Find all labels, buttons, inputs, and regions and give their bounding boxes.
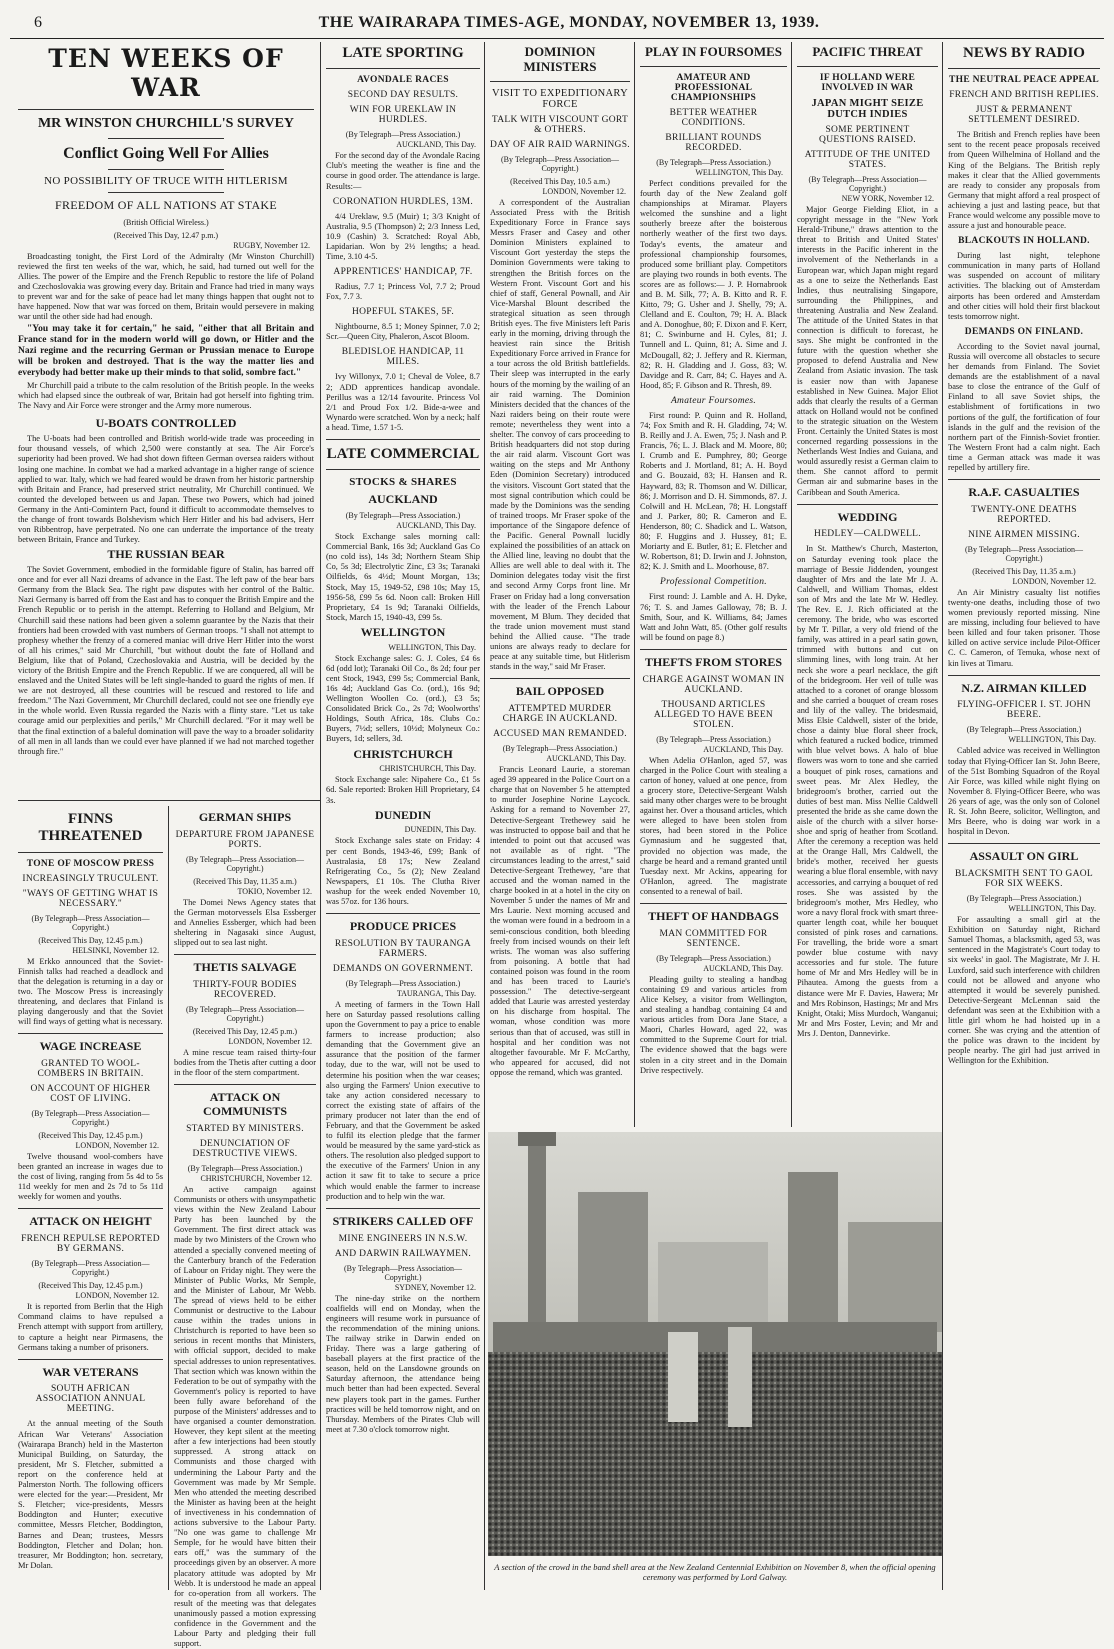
sub: WIN FOR UREKLAW IN HURDLES. bbox=[349, 105, 457, 126]
sub: ATTITUDE OF THE UNITED STATES. bbox=[804, 149, 931, 170]
sub: THE NEUTRAL PEACE APPEAL bbox=[949, 75, 1099, 86]
sub: IF HOLLAND WERE INVOLVED IN WAR bbox=[819, 72, 916, 93]
sub: THIRTY-FOUR BODIES RECOVERED. bbox=[193, 980, 297, 1001]
sub: MAN COMMITTED FOR SENTENCE. bbox=[659, 928, 768, 949]
paragraph: Mr Churchill paid a tribute to the calm resolution of the British people. In the weeks which had elapsed since the outbreak of war, Britain had got herself into fighting trim. The Navy and Air Force were stronger and the Army more numerous. bbox=[18, 381, 314, 411]
paragraph: The British and French replies have been sent to the recent peace proposals received from Queen Wilhelmina of Holland and the King of the Belgians. The British reply makes it clear that the Allied governments are ready to consider any proposals from Germany that might afford a real prospect of achieving a just and lasting peace, but that France would welcome any possible move to assure a just and honourable peace. bbox=[948, 130, 1100, 231]
sub: GRANTED TO WOOL-COMBERS IN BRITAIN. bbox=[37, 1058, 144, 1079]
received-line: (Received This Day, 10.5 a.m.) bbox=[510, 176, 610, 186]
column-7 bbox=[948, 42, 1100, 1590]
paragraph: Major George Fielding Eliot, in a copyright message in the "New York Herald-Tribune," draws attention to the threat to British and United States' interests in the Pacific inherent in the involvement of the Netherlands in a European war, which Japan might regard as a one to seize the Netherlands East Indies, thus neutralising Singapore, surrounding the Philippines, and threatening Australia and New Zealand. The attitude of the United States in that connection is difficult to forecast, he says. She might be confronted in the future with the question whether she proposed to defend Australia and New Zealand from Asiatic invasion. The task is easier now than with Japanese established in New Guinea. Major Eliot adds that clearly the results of a German attack on Holland would not be confined to the strategic situation on the Western Front. Certainly the United States is most concerned regarding possessions in the Netherlands West Indies and Guiana, and would assuredly resist a German claim to them. She cannot afford to permit German air and submarine bases in the Caribbean and South America. bbox=[797, 204, 938, 497]
headline-raf-casualties: R.A.F. CASUALTIES bbox=[968, 485, 1080, 500]
columns-grid bbox=[18, 42, 1100, 1649]
paragraph: Stock Exchange sales: G. J. Coles, £4 6s 6d (odd lot); Taranaki Oil Co., 8s 2d; four per cent Stock, 1943, £99 5s; Commercial Bank, 16s 4d; Auckland Gas Co. (ord.), 16s 9d; Wellington Woollen Co. (ord.), £3 5s; Consolidated Brick Co., 2s 7d; Woolworths' Holdings, South Africa, 18s. Clubs Co.: Buyers, 7½d; sellers, 10½d; Molyneux Co.: Buyers, 1d; sellers, 3d. bbox=[326, 653, 480, 744]
paragraph: A mine rescue team raised thirty-four bodies from the Thetis after cutting a door in the floor of the stern compartment. bbox=[174, 1048, 316, 1078]
paragraph: An active campaign against Communists or others with unsympathetic views within the New Zealand Labour Party has been launched by the Government. The first direct attack was made by two Ministers of the Crown who attended a specially convened meeting of the Canterbury branch of the Federation of Labour on Friday night. They were the Minister of Public Works, Mr Semple, and the Minister of Labour, Mr Webb. The spread of views held to be either Communist or destructive to the Labour cause within the trades unions in Christchurch is reported to have been so serious in recent months that Ministers, with official support, decided to make special addresses to union representatives. That section which was known within the Federation to be out of sympathy with the Government's policy is reported to have been fully aware beforehand of the purpose of the Ministers' addresses and to have organised a counter demonstration. However, they kept silent at the meeting after a few interjections had been stoutly suppressed. A strong attack on Communists and those charged with undermining the Labour Party and the Government was made by Mr Semple. Men who attended the meeting described the Minister as having been at the height of invectiveness in his condemnation of actions subversive to the Labour Party. "No one was game to challenge Mr Semple, for he would have bitten their ears off," was the summary of the proceedings given by an observer. A more placatory attitude was adopted by Mr Webb. It is understood he made an appeal for co-operation from all workers. The result of the meeting was that delegates unanimously passed a motion expressing confidence in the Government and the Labour Party and pledging their full support. bbox=[174, 1184, 316, 1649]
byline: (By Telegraph—Press Association.) bbox=[345, 130, 461, 140]
sub: FRENCH REPULSE REPORTED BY GERMANS. bbox=[21, 1234, 160, 1255]
headline-finns: FINNS THREATENED bbox=[38, 811, 143, 845]
sub: ACCUSED MAN REMANDED. bbox=[493, 729, 627, 740]
subhead-blackouts: BLACKOUTS IN HOLLAND. bbox=[958, 236, 1090, 247]
subhead-dunedin: DUNEDIN bbox=[374, 807, 431, 822]
headline-bail-opposed: BAIL OPPOSED bbox=[515, 684, 605, 699]
headline-thetis-salvage: THETIS SALVAGE bbox=[193, 960, 297, 975]
paragraph: During last night, telephone communication in many parts of Holland was suspended on account of military activities. The blacking out of Amsterdam airports has been ordered and Amsterdam and other cities will hold their first blackout tests tomorrow night. bbox=[948, 251, 1100, 321]
headline-wage-increase: WAGE INCREASE bbox=[39, 1039, 142, 1054]
byline: (By Telegraph—Press Association—Copyright.) bbox=[186, 854, 304, 873]
paragraph: Cabled advice was received in Wellington today that Flying-Officer Ian St. John Beere, of the 51st Bombing Squadron of the Royal Air Force, was killed while night flying on November 8. Flying-Officer Beere, who was 26 years of age, was the only son of Colonel R. St. John Beere, solicitor, Wellington, and Mrs Beere, who is doing war work in a hospital in Devon. bbox=[948, 746, 1100, 837]
sub: TONE OF MOSCOW PRESS bbox=[26, 858, 155, 869]
byline: (By Telegraph—Press Association—Copyright.) bbox=[186, 1005, 304, 1024]
paragraph: In St. Matthew's Church, Masterton, on Saturday evening took place the marriage of Bessie Jiddenden, youngest daughter of Mrs and the late Mr J. A. Caldwell, and William Thomas, eldest son of Mrs and the late Mr W. Hedley. The Rev. E. J. Rich officiated at the ceremony. The bride, who was escorted by Mr T. Pillar, a very old friend of the family, was attired in a pearl satin gown, trimmed with buttons and cut on slimming lines, with long train. At her neck she wore a pearl necklace, the gift of the bridegroom. Her veil of tulle was attached to a coronet of orange blossom and she carried a bouquet of cream roses and lily of the valley. The bridesmaid, Miss Elsie Caldwell, sister of the bride, chose a dainty blue floral sheer frock, which featured a rucked bodice, trimmed with blue velvet bows. A halo of blue flowers was worn to tone and she carried a bouquet of pink roses, carnations and sweet peas. Mr Alex Hedley, the bridegroom's brother, carried out the duties of best man. Miss Nellie Caldwell presented the bride as she came down the aisle of the church with a silver horse-shoe and sprig of heather from Scotland. After the ceremony a reception was held at the Orange Hall, Mrs Caldwell, the bride's mother, received her guests wearing a blue floral ensemble, with navy accessories, and carrying a bouquet of red roses. She was assisted by the bridegroom's mother, Mrs Hedley, who wore a navy floral frock with smart three-quarter length coat, while her bouquet consisted of pink roses and carnations. For travelling, the bride wore a smart powder blue costume with navy accessories and fur stole. The future home of Mr and Mrs Hedley will be in Pihautea. Among the guests from a distance were Mr F. Davies, Hawera; Mr and Mrs Robinson, Hastings; Mr and Mrs Knight, Otaki; Miss Murdoch, Wanganui; Mr and Mrs Foster, Levin; and Mr and Mrs J. Denton, Dannevirke. bbox=[797, 544, 938, 1038]
sub-freedom: FREEDOM OF ALL NATIONS AT STAKE bbox=[54, 197, 278, 212]
column-1-bottom bbox=[18, 808, 163, 1590]
sub: HEDLEY—CALDWELL. bbox=[814, 529, 921, 540]
sub: INCREASINGLY TRUCULENT. bbox=[22, 873, 159, 884]
dateline: LONDON, November 12. bbox=[228, 1037, 312, 1047]
sub: FLYING-OFFICER I. ST. JOHN BEERE. bbox=[957, 700, 1091, 721]
byline: (By Telegraph—Press Association—Copyright.) bbox=[808, 174, 927, 193]
headline-dominion-ministers: DOMINION MINISTERS bbox=[523, 44, 597, 74]
dateline: WELLINGTON, This Day. bbox=[1008, 735, 1096, 745]
paragraph: The Domei News Agency states that the German motorvessels Elsa Essberger and Annelies Essberger, which had been sheltering in Nagasaki since August, slipped out to sea last night. bbox=[174, 897, 316, 948]
sub: AND DARWIN RAILWAYMEN. bbox=[334, 1248, 472, 1259]
dateline: NEW YORK, November 12. bbox=[841, 193, 934, 203]
sub-no-truce: NO POSSIBILITY OF TRUCE WITH HITLERISM bbox=[44, 174, 288, 187]
sub: BETTER WEATHER CONDITIONS. bbox=[669, 107, 758, 128]
race-title: BLEDISLOE HANDICAP, 11 MILES. bbox=[341, 347, 465, 368]
dateline: TAURANGA, This Day. bbox=[396, 988, 476, 998]
sub: NINE AIRMEN MISSING. bbox=[968, 529, 1080, 540]
exhibition-crowd-photo bbox=[488, 1132, 942, 1556]
byline: (By Telegraph—Press Association.) bbox=[345, 978, 461, 988]
dateline: LONDON, November 12. bbox=[1012, 576, 1096, 586]
sub: TWENTY-ONE DEATHS REPORTED. bbox=[971, 504, 1077, 525]
byline: (By Telegraph—Press Association.) bbox=[656, 157, 771, 167]
dateline: TOKIO, November 12. bbox=[237, 886, 312, 896]
dateline: AUCKLAND, This Day. bbox=[396, 140, 476, 150]
paragraph: At the annual meeting of the South African War Veterans' Association (Wairarapa Branch) held in the Masterton Municipal Building, on Saturday, the president, Mr S. Fletcher, submitted a report on the conference held at Palmerston North. The following officers were elected for the year:—President, Mr S. Fletcher; vice-presidents, Messrs Boddington and Hunter; executive committee, Messrs Fletcher, Boddington, Barnes and Dean; trustees, Messrs Boddington, Fletcher and Dolan; hon. treasurer, Mr Boddington; hon. secretary, Mr Dolan. bbox=[18, 1419, 163, 1570]
page-number: 6 bbox=[34, 14, 43, 31]
byline: (By Telegraph—Press Association.) bbox=[966, 894, 1082, 904]
subhead-christchurch: CHRISTCHURCH bbox=[353, 746, 453, 761]
byline: (By Telegraph—Press Association—Copyright.) bbox=[501, 154, 619, 173]
dateline: WELLINGTON, This Day. bbox=[388, 642, 476, 652]
sub: DENUNCIATION OF DESTRUCTIVE VIEWS. bbox=[192, 1138, 298, 1159]
byline: (By Telegraph—Press Association—Copyright.) bbox=[344, 1263, 462, 1282]
paragraph: First round: J. Lamble and A. H. Dyke, 76; T. S. and James Galloway, 78; B. J. Smith, Sour, and K. Williams, 84; James Watt and John Watt, 85. (Other golf results will be found on page 8.) bbox=[640, 592, 787, 642]
dateline: RUGBY, November 12. bbox=[233, 240, 310, 250]
column-4 bbox=[490, 42, 630, 1124]
received-line: (Received This Day, 11.35 a.m.) bbox=[972, 566, 1076, 576]
headline-nz-airman-killed: N.Z. AIRMAN KILLED bbox=[961, 680, 1087, 695]
race-title: CORONATION HURDLES, 13M. bbox=[332, 196, 474, 207]
dateline: AUCKLAND, This Day. bbox=[703, 744, 783, 754]
sub: JUST & PERMANENT SETTLEMENT DESIRED. bbox=[968, 105, 1080, 126]
headline-produce-prices: PRODUCE PRICES bbox=[349, 919, 457, 934]
headline-attack-on-communists: ATTACK ON COMMUNISTS bbox=[202, 1090, 287, 1119]
dateline: CHRISTCHURCH, November 12. bbox=[200, 1173, 312, 1183]
byline: (By Telegraph—Press Association.) bbox=[656, 953, 771, 963]
sub: FRENCH AND BRITISH REPLIES. bbox=[949, 90, 1099, 101]
paragraph: An Air Ministry casualty list notifies twenty-one deaths, including those of two women previously reported missing. Nine are missing, including four believed to have been killed and four taken prisoner. Those killed on active service include Pilot-Officer C. C. Cameron, of Temuka, whose next of kin lives at Timaru. bbox=[948, 587, 1100, 668]
byline: (By Telegraph—Press Association.) bbox=[187, 1163, 303, 1173]
paragraph: For the second day of the Avondale Racing Club's meeting the weather is fine and the course in good order. The attendance is large. Results:— bbox=[326, 151, 480, 191]
paragraph: Twelve thousand wool-combers have been granted an increase in wages due to the cost of living, ranging from 5s 4d to 5s 11d weekly for men and 2s 7d to 5s 11d weekly for women and youths. bbox=[18, 1151, 163, 1202]
headline-war-veterans: WAR VETERANS bbox=[42, 1364, 139, 1379]
subhead-amateur: Amateur Foursomes. bbox=[670, 395, 757, 406]
sub: RESOLUTION BY TAURANGA FARMERS. bbox=[334, 938, 472, 959]
sub: CHARGE AGAINST WOMAN IN AUCKLAND. bbox=[642, 674, 785, 695]
sub-churchill-survey: MR WINSTON CHURCHILL'S SURVEY bbox=[37, 115, 295, 131]
dateline: LONDON, November 12. bbox=[542, 186, 626, 196]
received-line: (Received This Day, 12.45 p.m.) bbox=[38, 935, 143, 945]
paragraph: Stock Exchange sales state on Friday: 4 per cent Bonds, 1943-46, £99; Bank of Australasia, £8 17s; New Zealand Refrigerating Co., 5s (2); New Zealand Newspapers, £1 10s. The Clutha River washup for the week ended November 10, was 57oz. for 136 hours. bbox=[326, 836, 480, 906]
sub: ATTEMPTED MURDER CHARGE IN AUCKLAND. bbox=[502, 704, 618, 725]
sub: VISIT TO EXPEDITIONARY FORCE bbox=[491, 87, 629, 110]
paragraph: Nightbourne, 8.5 1; Money Spinner, 7.0 2; Scr.—Queen City, Phaleron, Ascot Bloom. bbox=[326, 322, 480, 342]
dateline: AUCKLAND, This Day. bbox=[546, 754, 626, 764]
dateline: AUCKLAND, This Day. bbox=[396, 521, 476, 531]
subhead-auckland: AUCKLAND bbox=[368, 492, 438, 507]
sub: DEPARTURE FROM JAPANESE PORTS. bbox=[175, 829, 315, 850]
paragraph: It is reported from Berlin that the High Command claims to have repulsed a French attempt with support from artillery, to capture a height near Pirmasens, the Germans taking a number of prisoners. bbox=[18, 1302, 163, 1352]
sub: TALK WITH VISCOUNT GORT & OTHERS. bbox=[491, 114, 629, 135]
paragraph: Stock Exchange sale: Nipahere Co., £1 5s 6d. Sale reported: Broken Hill Proprietary, £4 3s. bbox=[326, 775, 480, 805]
byline: (By Telegraph—Press Association—Copyright.) bbox=[31, 913, 150, 932]
sub: BLACKSMITH SENT TO GAOL FOR SIX WEEKS. bbox=[954, 869, 1094, 890]
subhead-professional: Professional Competition. bbox=[660, 577, 767, 588]
source-line: (British Official Wireless.) bbox=[123, 217, 209, 227]
headline-strikers: STRIKERS CALLED OFF bbox=[332, 1213, 474, 1228]
paragraph: First round: P. Quinn and R. Holland, 74; Fox Smith and R. H. Gladding, 74; W. B. Reilly and J. A. Ewen, 75; J. Nash and P. Francis, 76; L. J. Black and M. Moore, 80; I. Crumb and E. Pumphrey, 80; George Roberts and J. Mortland, 81; A. H. Boyd and G. Bouzaid, 83; H. Hansen and R. Hayward, 83; R. Thomson and W. Dillicar, 86; J. Morrison and D. H. Simmonds, 87. J. Colwill and H. McLean, 78; H. Longstaff and J. Parker, 80; R. Cameron and E. Henderson, 80; C. Shadick and L. Watson, 80; F. Huggins and J. Hussey, 81; E. Moriarty and E. Butler, 81; E. Fletcher and W. Robertson, 81; D. Irwin and J. Johnston, 82; K. J. Smith and L. Moorhouse, 87. bbox=[640, 410, 787, 572]
received-line: (Received This Day, 12.45 p.m.) bbox=[38, 1281, 143, 1291]
headline-news-by-radio: NEWS BY RADIO bbox=[963, 45, 1085, 61]
received-line: (Received This Day, 12.47 p.m.) bbox=[113, 230, 219, 240]
sub: DEMANDS ON GOVERNMENT. bbox=[332, 963, 474, 974]
headline-theft-of-handbags: THEFT OF HANDBAGS bbox=[648, 908, 779, 923]
paragraph: Ivy Willonyx, 7.0 1; Cheval de Volee, 8.7 2; ADD apprentices handicap avondale. Perillus was a 12/14 favourite. Princess Vol 2/1 and Proud Fox 1/2. Bide-a-wee and Wynardo were scratched. Won by a neck; half a head. Time, 1.57 1-5. bbox=[326, 372, 481, 432]
paragraph: Stock Exchange sales morning call: Commercial Bank, 16s 3d; Auckland Gas Co (no cold iss), 14s 3d; Northern Steam Ship Co, 5s 3d; Electrolytic Zinc, £3 3s; Taranaki Oilfields, 6s 4½d; Mount Morgan, 13s; Stock, May 15, 1949-52, £98 10s; May 15, 1956-58, £99 5s 6d. Noon call: Broken Hill Proprietary, £4 1s 9d; Taranaki Oilfields, Stock, March 15, 1940-43, £99 5s. bbox=[326, 532, 480, 622]
dateline: WELLINGTON, This Day. bbox=[695, 167, 783, 177]
race-title: APPRENTICES' HANDICAP, 7F. bbox=[333, 267, 473, 278]
paragraph: According to the Soviet naval journal, Russia will overcome all obstacles to secure her demands from Finland. The Soviet demands are the establishment of a naval base to close the entrance of the Gulf of Finland to all save Soviet ships, the establishment of fortifications in two portions of the gulf, the fortification of four islands in the gulf and the revision of the northern part of the Finnish-Soviet frontier. The Western Front had a calm night. Each time a German attack was made it was repelled by artillery fire. bbox=[948, 341, 1100, 472]
received-line: (Received This Day, 12.45 p.m.) bbox=[38, 1130, 143, 1140]
byline: (By Telegraph—Press Association—Copyright.) bbox=[31, 1259, 150, 1278]
masthead-title: THE WAIRARAPA TIMES-AGE, MONDAY, NOVEMBER 13, 1939. bbox=[318, 14, 820, 31]
dateline: DUNEDIN, This Day. bbox=[404, 825, 476, 835]
dateline: HELSINKI, November 12. bbox=[72, 945, 159, 955]
byline: (By Telegraph—Press Association.) bbox=[345, 511, 461, 521]
sub: THOUSAND ARTICLES ALLEGED TO HAVE BEEN STOLEN. bbox=[653, 699, 774, 730]
paragraph: Perfect conditions prevailed for the fourth day of the New Zealand golf championships at Miramar. Players welcomed the sunshine and a light southerly breeze after the boisterous northerly weather of the first two days. Today's events, the amateur and professional championship foursomes, produced some brilliant play. Competitors are playing two rounds in both events. The scores are as follows:— J. P. Hornabrook and B. M. Silk, 77; A. B. Kitto and R. F. Kitto, 79; G. Usher and J. Shelly, 79; A. Clelland and E. Coulton, 79; H. A. Black and A. Donoghue, 80; F. Dixon and F. Kerr, 81; C. Swinburne and H. Cyles, 81; J. Tunnell and L. Quinn, 81; A. Sime and J. McDougall, 82; J. Jeffery and R. Kierman, 82; R. H. Gladding and J. Goss, 83; W. Davidge and R. Carr, 84; C. Hayes and A. Hood, 85; F. Gibson and R. Thresh, 89. bbox=[640, 178, 787, 390]
masthead bbox=[10, 14, 1104, 39]
received-line: (Received This Day, 11.35 a.m.) bbox=[193, 876, 297, 886]
paragraph: The Soviet Government, embodied in the formidable figure of Stalin, has barred off once and for ever all Nazi dreams of advance in the East. The left paw of the bear bars Germany from the Black Sea. The right paw disputes with her control of the Baltic. Nazi Germany is barred off from the East and has to conquer the British Empire and the French Republic or to perish in the attempt. Referring to Holland and Belgium, Mr Churchill said these nations had been given a solemn guarantee by the Nazis that their frontiers had been crowded with vast numbers of German troops. "I shall not attempt to prophesy whether the frenzy of a cornered maniac will drive Herr Hitler into the worst of all his crimes," said Mr Churchill, "but without doubt the fate of Holland and Belgium, like that of Poland, Czechoslovakia and Austria, will be decided by the victory of the British Empire and the French Republic. If we are conquered, all will be enslaved and the United States will be left single-handed to guard the rights of men. If we are not destroyed, all these countries will be rescued and restored to life and freedom." The Nazi Government, Mr Churchill declared, could not see one friendly eye in the whole world. Even Russia regarded the Nazis with a flinty stare. "Let us take courage amid our perplexities and perils," Mr Churchill declared. "For it may well be that the final extinction of a baleful domination will pave the way to a broader solidarity of all men in all lands than we could ever have planned if we had not marched together through fire." bbox=[18, 565, 314, 756]
subhead-wellington: WELLINGTON bbox=[360, 624, 446, 639]
dateline: AUCKLAND, This Day. bbox=[703, 963, 783, 973]
paragraph: For assaulting a small girl at the Exhibition on Saturday night, Richard Samuel Thomas, a blacksmith, aged 53, was sentenced in the Magistrate's Court today to six weeks' in gaol. The Magistrate, Mr J. H. Luxford, said such interference with children could not be allowed and anyone who attempted it would be severely punished. Detective-Sergeant McLennan said the defendant was seen at the Exhibition with a little girl whom he had hoisted up in a corner. She was crying and the attention of the police was drawn to the incident by people nearby. The girl had just arrived in Wellington for the Exhibition. bbox=[948, 915, 1100, 1066]
paragraph: A correspondent of the Australian Associated Press with the British Expeditionary Force in France says Messrs Fraser and Casey and other Dominion Ministers explained to Viscount Gort yesterday the steps the Dominion Governments were taking to strengthen the British forces on the Western Front. Viscount Gort and his chief of staff, General Pownall, and Air Vice-Marshal Blount described the strategical situation as seen through British eyes. The five Ministers left Paris early in the morning, driving through the heaviest rain since the British Expeditionary Force arrived in France for a tour across the old British battlefields. Their sleep was interrupted in the early hours of the morning by the wailing of an air raid warning. The Dominion Ministers decided that the chances of the Nazi raiders being on their route were remote; nevertheless they went into a shelter. The convoy of cars proceeding to British headquarters did not stop during the air raid alarm. Viscount Gort was waiting on the steps and Mr Anthony Eden (Dominion Secretary) introduced the visitors. Viscount Gort stated that the most signal contribution which could be made by the Dominions was the sending of trained troops. Mr Fraser spoke of the importance of the Singapore defence of the Pacific. General Pownall lucidly explained the possibilities of an attack on the Allied line, leaving no doubt that the Allies are well able to deal with it. The Dominion delegates today visit the first and second Army Corps front line. Mr Fraser on Friday had a long conversation with the leader of the French Labour movement, M Blum. They decided that the trade union movement must stand behind the Allied cause. "The trade unions are always ready to declare for peace at any suitable time, but Hitlerism stands in the way," said Mr Fraser. bbox=[490, 197, 630, 672]
paragraph: The nine-day strike on the northern coalfields will end on Monday, when the engineers will resume work in pursuance of the recommendation of the mining unions. The railway strike in Darwin ended on Friday. There was a large gathering of baseball players at the first practice of the season, held on the Lansdowne grounds on Saturday afternoon, the attendance being much better than had been expected. Several new players took part in the games. Further practices will be held tomorrow night, and on Thursday. Members of the Pirates Club will meet at 7.30 o'clock tomorrow night. bbox=[326, 1293, 480, 1434]
sub: ON ACCOUNT OF HIGHER COST OF LIVING. bbox=[30, 1083, 151, 1104]
byline: (By Telegraph—Press Association.) bbox=[656, 734, 771, 744]
paragraph: Francis Leonard Laurie, a storeman aged 39 appeared in the Police Court on a charge that on November 5 he attempted to murder Josephine Norine Laycock. Asking for a remand to November 27, Detective-Sergeant Trethewey said he was instructed to oppose bail and that he intended to point out that accused was not available as of right. "The circumstances leading to the arrest," said Detective-Sergeant Trethewey, "are that accused and the woman named in the charge booked in at a hotel in the city on November 5 under the names of Mr and Mrs Laurie. Next morning accused and the woman were found in a bedroom in a semi-conscious condition, both bleeding freely from incised wounds on their left wrists. The woman was also suffering from poisoning. A bottle that had contained poison was found in the room and has been traced to Laurie's possession." The detective-sergeant added that Laurie was arrested yesterday on his discharge from hospital. The woman, whose condition was more serious than that of accused, was still in hospital and her condition was not altogether favourable. Mr F. McCarthy, who appeared for accused, did not oppose the remand, which was granted. bbox=[490, 765, 631, 1077]
sub: BRILLIANT ROUNDS RECORDED. bbox=[665, 132, 762, 153]
paragraph: The U-boats had been controlled and British world-wide trade was proceeding in four thousand vessels, of which 2,500 were constantly at sea. The Air Force's superiority had been proved. We had shot down fifteen German oversea raiders without losing one machine. In combat we had a marked advantage in a higher range of science applied to war. Italy, which we had feared would be drawn from her historic partnership with Britain and France, had preserved strict neutrality, Mr Churchill continued. We counted the developed between us and Japan. These two Powers, which had joined Germany in the Anti-Comintern Pact, found it difficult to accommodate themselves to the change of front towards Bolshevism which Herr Hitler and his bad advisers, Herr von Ribbentrop, have perpetrated. No one can underrate the importance of the treaty between Britain, France and Turkey. bbox=[18, 434, 314, 545]
sub: AVONDALE RACES bbox=[357, 75, 449, 86]
dateline: SYDNEY, November 12. bbox=[394, 1282, 476, 1292]
paragraph: When Adelia O'Hanlon, aged 57, was charged in the Police Court with stealing a carton of honey, valued at one pence, from a grocery store, Detective-Sergeant Walsh said many other charges were to be brought against her. Over a thousand articles, which were alleged to have been stolen from stores, had been stored in the Police Gymnasium and he suggested that, provided no objection was made, the charge be heard and a remand granted until Tuesday next. Mr Ackins, appearing for O'Hanlon, agreed. The magistrate consented to a renewal of bail. bbox=[640, 755, 787, 896]
byline: (By Telegraph—Press Association—Copyright.) bbox=[965, 544, 1083, 563]
sub-conflict-going-well: Conflict Going Well For Allies bbox=[63, 144, 269, 162]
headline-wedding: WEDDING bbox=[837, 509, 898, 524]
byline: (By Telegraph—Press Association—Copyright.) bbox=[31, 1108, 150, 1127]
dateline: CHRISTCHURCH, This Day. bbox=[379, 764, 476, 774]
photo-illustration bbox=[488, 1132, 942, 1556]
headline-late-commercial: LATE COMMERCIAL bbox=[326, 446, 480, 463]
sub: STOCKS & SHARES bbox=[349, 476, 457, 489]
sub: STARTED BY MINISTERS. bbox=[186, 1123, 304, 1134]
headline-german-ships: GERMAN SHIPS bbox=[198, 810, 292, 824]
headline-thefts-from-stores: THEFTS FROM STORES bbox=[644, 654, 783, 669]
sub: AMATEUR AND PROFESSIONAL CHAMPIONSHIPS bbox=[670, 72, 757, 103]
subhead-uboats: U-BOATS CONTROLLED bbox=[95, 416, 237, 431]
paragraph: A meeting of farmers in the Town Hall here on Saturday passed resolutions calling upon the Government to pay a price to enable farmers to increase production; also demanding that the Government give an assurance that the position of the farmer today, due to the war, will not be used to determine his position when the war ceases; also urging the Farmers' Union executive to take any action considered necessary to correct the existing state of affairs of the primary producer not later than the end of February, and that the Government be asked to fulfil its election pledge that the farmer would be measured by the same yard-stick as others. The resolution also pledged support to the executive of the Farmers' Union in any action it saw fit to take to secure a price which would enable the farmer to increase production and to help win the war. bbox=[326, 999, 480, 1201]
subhead-russian-bear: THE RUSSIAN BEAR bbox=[107, 547, 225, 562]
headline-late-sporting: LATE SPORTING bbox=[342, 45, 464, 61]
headline-play-in-foursomes: PLAY IN FOURSOMES bbox=[644, 44, 782, 59]
headline-pacific-threat: PACIFIC THREAT bbox=[812, 44, 923, 59]
paragraph-quote: "You may take it for certain," he said, "either that all Britain and France stand for in the modern world will go down, or Hitler and the Nazi regime and the recurring German or Prussian menace to Europe will be broken and destroyed. That is the way the matter lies and everybody had better make up their minds to that solid, sombre fact." bbox=[18, 324, 314, 379]
paragraph: M Erkko announced that the Soviet-Finnish talks had reached a deadlock and that the delegation is returning in a day or two. The Moscow Press is increasingly threatening, and declares that Finland is playing dangerously and that the Soviet will find ways of getting what is necessary. bbox=[18, 956, 163, 1027]
byline: (By Telegraph—Press Association.) bbox=[966, 725, 1082, 735]
column-6 bbox=[797, 42, 938, 1124]
sub: SECOND DAY RESULTS. bbox=[347, 90, 459, 101]
photo-caption: A section of the crowd in the band shell area at the New Zealand Centennial Exhibition on November 8, when the official opening ceremony was performed by Lord Galway. bbox=[494, 1562, 936, 1582]
paragraph: Pleading guilty to stealing a handbag containing £9 and various articles from Alice Kelsey, a visitor from Wellington, and stealing a handbag containing £4 and various articles from Dora Jane Stace, a Maori, Charles Howard, aged 22, was committed to the Supreme Court for trial. The evidence showed that the bags were stolen in a city street and in the Domain Drive respectively. bbox=[640, 974, 787, 1075]
dateline: LONDON, November 12. bbox=[75, 1291, 159, 1301]
byline: (By Telegraph—Press Association.) bbox=[502, 744, 618, 754]
headline-attack-on-height: ATTACK ON HEIGHT bbox=[29, 1214, 152, 1229]
article-ten-weeks bbox=[18, 42, 314, 796]
paragraph: 4/4 Ureklaw, 9.5 (Muir) 1; 3/3 Knight of Australia, 9.5 (Thompson) 2; 2/3 Inness Led, 10.9 (Cashin) 3. Scratched: Royal Abb, Lapidarian. Won by 2½ lengths; a head. Time, 3.10 4-5. bbox=[326, 211, 480, 261]
column-3 bbox=[326, 42, 480, 1590]
headline-ten-weeks: TEN WEEKS OF WAR bbox=[48, 44, 284, 102]
sub: SOUTH AFRICAN ASSOCIATION ANNUAL MEETING. bbox=[35, 1384, 146, 1415]
paragraph: Radius, 7.7 1; Princess Vol, 7.7 2; Proud Fox, 7.7 3. bbox=[326, 282, 480, 302]
column-5 bbox=[640, 42, 787, 1124]
sub: DAY OF AIR RAID WARNINGS. bbox=[490, 139, 630, 150]
sub: JAPAN MIGHT SEIZE DUTCH INDIES bbox=[811, 97, 924, 120]
sub: MINE ENGINEERS IN N.S.W. bbox=[338, 1233, 468, 1244]
dateline: LONDON, November 12. bbox=[75, 1140, 159, 1150]
paragraph: Broadcasting tonight, the First Lord of the Admiralty (Mr Winston Churchill) reviewed the first ten weeks of the war, which, he said, had turned out well for the Allies. The power of the Empire and the French Republic to restore the life of Poland and Czechoslovakia was growing every day. Britain and France had tried in many ways to prevent war and for the sake of peace had let many things happen that ought not to have happened. Now that war was forced on them, Britain would persevere in making war until the other side had had enough. bbox=[18, 251, 314, 322]
sub: "WAYS OF GETTING WHAT IS NECESSARY." bbox=[22, 888, 159, 909]
subhead-finland: DEMANDS ON FINLAND. bbox=[964, 326, 1084, 337]
headline-assault-on-girl: ASSAULT ON GIRL bbox=[969, 849, 1079, 864]
race-title: HOPEFUL STAKES, 5F. bbox=[351, 307, 454, 318]
dateline: WELLINGTON, This Day. bbox=[1008, 904, 1096, 914]
sub: SOME PERTINENT QUESTIONS RAISED. bbox=[819, 124, 916, 145]
column-2-bottom bbox=[174, 808, 316, 1649]
received-line: (Received This Day, 12.45 p.m.) bbox=[192, 1027, 298, 1037]
